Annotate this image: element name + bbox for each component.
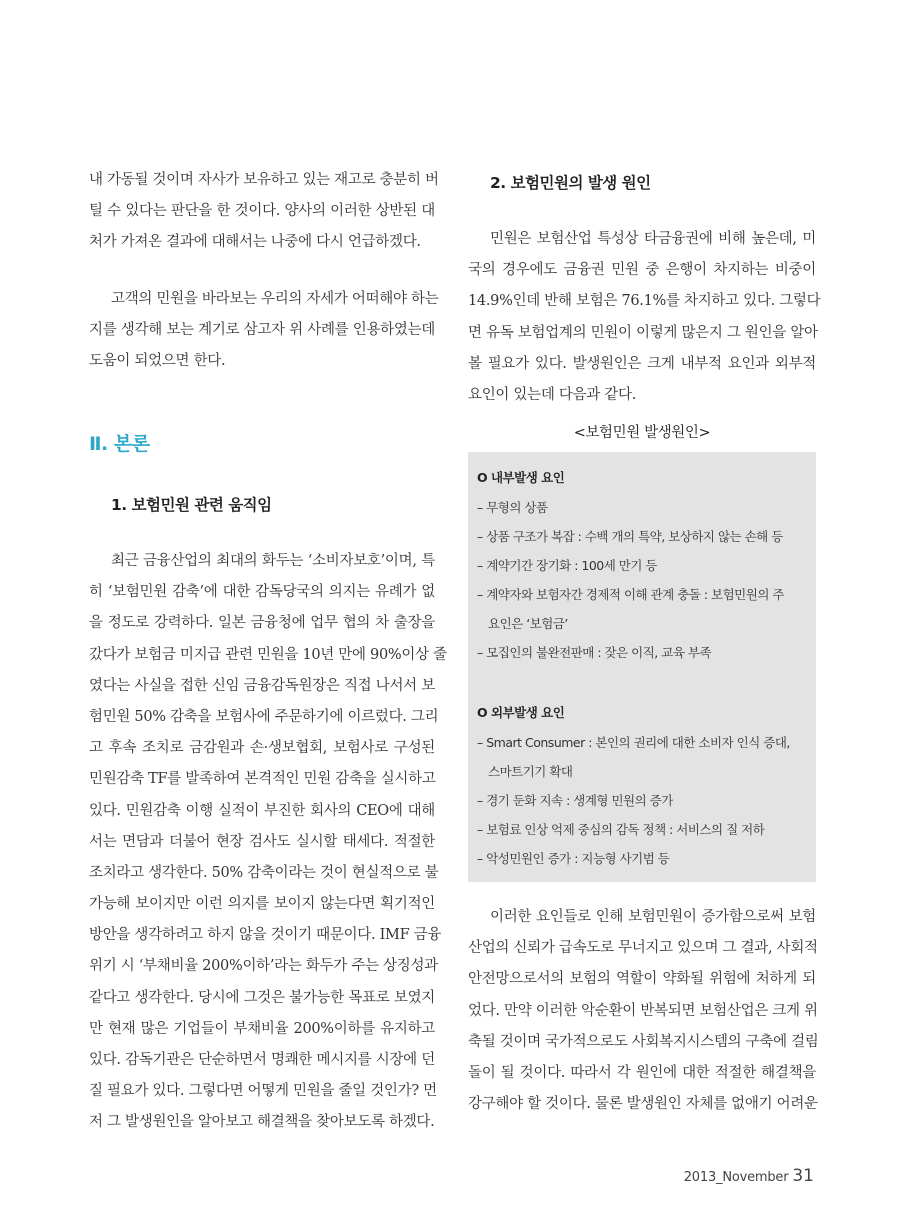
left-paragraph-2	[89, 284, 439, 378]
text-line: 민원감축 TF를 발족하여 본격적인 민원 감축을 실시하고	[89, 771, 436, 788]
list-item: – 무형의 상품	[477, 500, 548, 515]
list-item: – 계약자와 보험자간 경제적 이해 관계 충돌 : 보험민원의 주	[477, 587, 784, 602]
text-line: 이러한 요인들로 인해 보험민원이 증가함으로써 보험	[490, 909, 816, 925]
page-number: 31	[792, 1166, 814, 1186]
text-line: 민원은 보험산업 특성상 타금융권에 비해 높은데, 미	[490, 231, 816, 247]
text-line: 도움이 되었으면 한다.	[89, 353, 226, 370]
list-item: – 계약기간 장기화 : 100세 만기 등	[477, 558, 657, 573]
right-paragraph-2	[468, 902, 819, 1120]
text-line: 안전망으로서의 보험의 역할이 약화될 위험에 처하게 되	[468, 971, 816, 988]
text-line: 고 후속 조치로 금감원과 손·생보협회, 보험사로 구성된	[89, 740, 435, 757]
left-paragraph-3	[89, 546, 447, 1139]
text-line: 서는 면담과 더불어 현장 검사도 실시할 태세다. 적절한	[89, 833, 435, 850]
text-line: 같다고 생각한다. 당시에 그것은 불가능한 목표로 보였지	[89, 989, 435, 1006]
page-footer	[684, 1166, 814, 1186]
subsection-heading: 1. 보험민원 관련 움직임	[111, 496, 272, 514]
text-line: 면 유독 보험업계의 민원이 이렇게 많은지 그 원인을 알아	[468, 324, 818, 341]
publication-date: 2013_November	[683, 1170, 789, 1185]
text-line: 저 그 발생원인을 알아보고 해결책을 찾아보도록 하겠다.	[89, 1114, 435, 1131]
internal-causes-heading: O 내부발생 요인	[477, 470, 565, 485]
text-line: 고객의 민원을 바라보는 우리의 자세가 어떠해야 하는	[111, 291, 439, 307]
text-line: 볼 필요가 있다. 발생원인은 크게 내부적 요인과 외부적	[468, 355, 816, 372]
text-line: 만 현재 많은 기업들이 부채비율 200%이하를 유지하고	[89, 1020, 435, 1037]
text-line: 었다. 만약 이러한 악순환이 반복되면 보험산업은 크게 위	[468, 1002, 818, 1019]
text-line: 14.9%인데 반해 보험은 76.1%를 차지하고 있다. 그렇다	[468, 293, 821, 310]
list-item: – 악성민원인 증가 : 지능형 사기범 등	[477, 851, 670, 866]
text-line: 국의 경우에도 금융권 민원 중 은행이 차지하는 비중이	[468, 262, 816, 279]
text-line: 산업의 신뢰가 급속도로 무너지고 있으며 그 결과, 사회적	[468, 940, 818, 957]
text-line: 돌이 될 것이다. 따라서 각 원인에 대한 적절한 해결책을	[468, 1064, 816, 1081]
text-line: 가능해 보이지만 이런 의지를 보이지 않는다면 획기적인	[89, 896, 435, 913]
box-title: <보험민원 발생원인>	[573, 425, 711, 441]
list-item: – 모집인의 불완전판매 : 잦은 이직, 교육 부족	[477, 645, 712, 660]
list-item: – 경기 둔화 지속 : 생계형 민원의 증가	[477, 793, 673, 808]
text-line: 방안을 생각하려고 하지 않을 것이기 때문이다. IMF 금융	[89, 927, 442, 944]
list-item: – Smart Consumer : 본인의 권리에 대한 소비자 인식 증대,	[477, 735, 790, 750]
list-item-continuation: 스마트기기 확대	[488, 764, 573, 779]
text-line: 처가 가져온 결과에 대해서는 나중에 다시 언급하겠다.	[89, 234, 421, 251]
list-item-continuation: 요인은 ‘보험금’	[488, 616, 568, 631]
text-line: 조치라고 생각한다. 50% 감축이라는 것이 현실적으로 불	[89, 864, 439, 881]
text-line: 지를 생각해 보는 계기로 삼고자 위 사례를 인용하였는데	[89, 322, 435, 339]
causes-box	[468, 452, 816, 882]
text-line: 강구해야 할 것이다. 물론 발생원인 자체를 없애기 어려운	[468, 1096, 818, 1113]
text-line: 을 정도로 강력하다. 일본 금융청에 업무 협의 차 출장을	[89, 615, 435, 632]
text-line: 히 ‘보험민원 감축’에 대한 감독당국의 의지는 유례가 없	[89, 584, 435, 601]
right-paragraph-1	[468, 224, 821, 411]
left-paragraph-1	[89, 165, 439, 259]
text-line: 틸 수 있다는 판단을 한 것이다. 양사의 이러한 상반된 대	[89, 203, 435, 220]
text-line: 였다는 사실을 접한 신임 금융감독원장은 직접 나서서 보	[89, 677, 435, 694]
section-heading: Ⅱ. 본론	[89, 433, 150, 455]
text-line: 갔다가 보험금 미지급 관련 민원을 10년 만에 90%이상 줄	[89, 646, 447, 663]
text-line: 있다. 민원감축 이행 실적이 부진한 회사의 CEO에 대해	[89, 802, 435, 819]
text-line: 위기 시 ‘부채비율 200%이하’라는 화두가 주는 상징성과	[89, 958, 438, 975]
text-line: 있다. 감독기관은 단순하면서 명쾌한 메시지를 시장에 던	[89, 1052, 435, 1068]
text-line: 질 필요가 있다. 그렇다면 어떻게 민원을 줄일 것인가? 먼	[89, 1083, 437, 1100]
subsection-heading: 2. 보험민원의 발생 원인	[490, 174, 651, 192]
list-item: – 상품 구조가 복잡 : 수백 개의 특약, 보상하지 않는 손해 등	[477, 529, 783, 544]
text-line: 요인이 있는데 다음과 같다.	[468, 386, 637, 403]
text-line: 내 가동될 것이며 자사가 보유하고 있는 재고로 충분히 버	[89, 172, 439, 188]
list-item: – 보험료 인상 억제 중심의 감독 정책 : 서비스의 질 저하	[477, 822, 765, 837]
text-line: 최근 금융산업의 최대의 화두는 ‘소비자보호’이며, 특	[111, 553, 435, 569]
text-line: 축될 것이며 국가적으로도 사회복지시스템의 구축에 걸림	[468, 1033, 819, 1050]
text-line: 험민원 50% 감축을 보험사에 주문하기에 이르렀다. 그리	[89, 708, 439, 725]
external-causes-heading: O 외부발생 요인	[477, 705, 565, 720]
